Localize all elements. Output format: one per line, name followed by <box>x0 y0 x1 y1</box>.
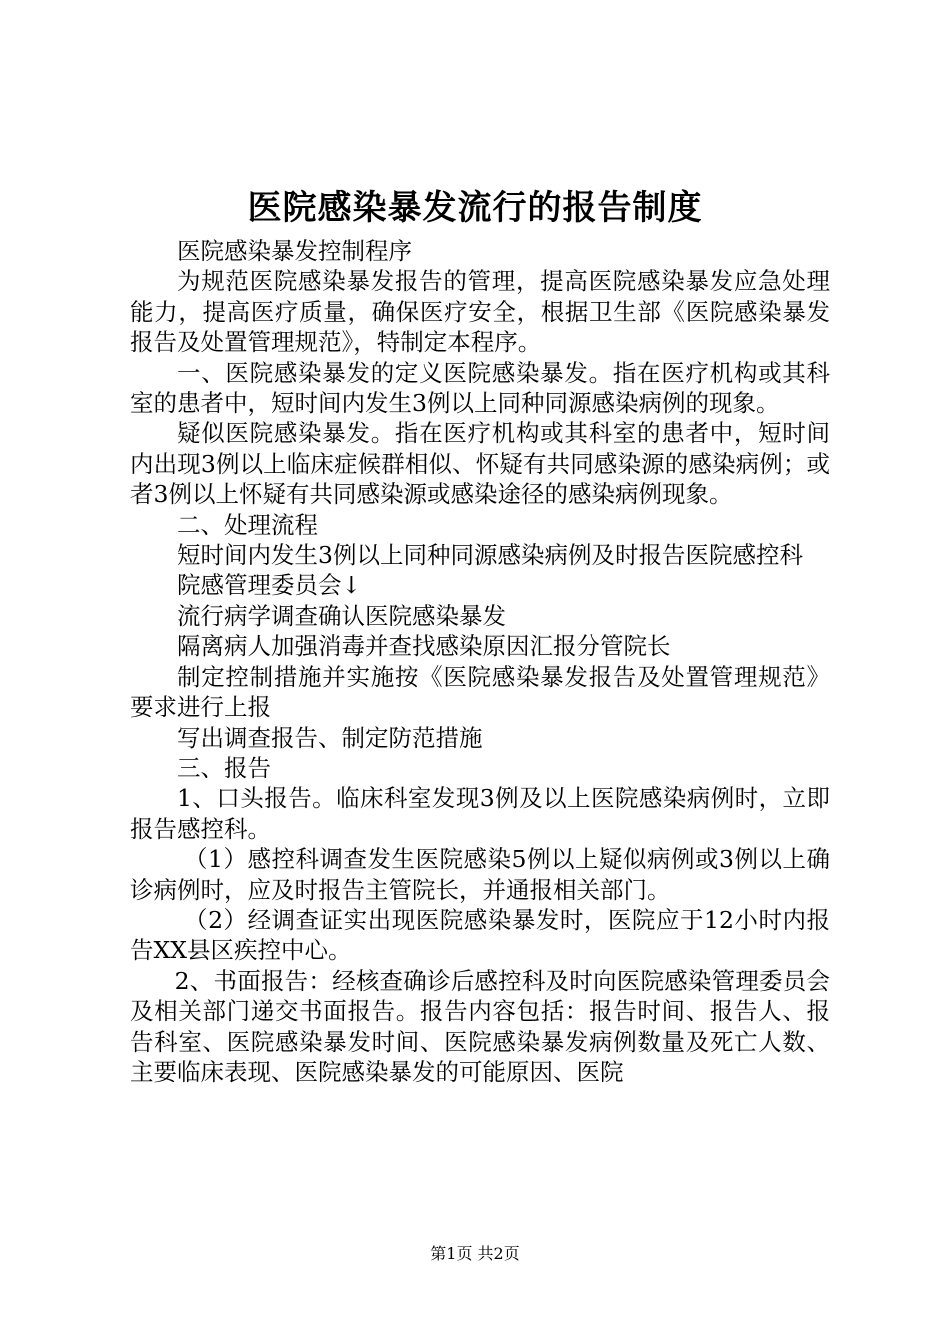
paragraph-process-step-4: 隔离病人加强消毒并查找感染原因汇报分管院长 <box>177 632 671 661</box>
paragraph-process-step-5: 制定控制措施并实施按《医院感染暴发报告及处置管理规范》要求进行上报 <box>130 662 830 722</box>
paragraph-process-step-6: 写出调查报告、制定防范措施 <box>177 723 483 752</box>
paragraph-section-process: 二、处理流程 <box>177 510 318 539</box>
paragraph-oral-report: 1、口头报告。临床科室发现3例及以上医院感染病例时，立即报告感控科。 <box>130 784 830 843</box>
paragraph-process-step-1: 短时间内发生3例以上同种同源感染病例及时报告医院感控科 <box>177 541 803 570</box>
paragraph-suspected-outbreak: 疑似医院感染暴发。指在医疗机构或其科室的患者中，短时间内出现3例以上临床症候群相似、怀疑有共同感染源的感染病例；或者3例以上怀疑有共同感染源或感染途径的感染病例现象。 <box>130 419 830 509</box>
paragraph-process-step-2: 院感管理委员会↓ <box>177 571 362 600</box>
paragraph-report-item-2: （2）经调查证实出现医院感染暴发时，医院应于12小时内报告XX县区疾控中心。 <box>130 905 830 965</box>
document-body <box>130 236 830 1087</box>
page-number-footer: 第1页 共2页 <box>430 1244 520 1263</box>
paragraph-written-report: 2、书面报告：经核查确诊后感控科及时向医院感染管理委员会及相关部门递交书面报告。报告内容包括：报告时间、报告人、报告科室、医院感染暴发时间、医院感染暴发病例数量及死亡人数、主要临床表现、医院感染暴发的可能原因、医院 <box>130 966 830 1086</box>
paragraph-process-step-3: 流行病学调查确认医院感染暴发 <box>177 601 506 630</box>
paragraph-section-report: 三、报告 <box>177 753 271 782</box>
paragraph-purpose: 为规范医院感染暴发报告的管理，提高医院感染暴发应急处理能力，提高医疗质量，确保医疗安全，根据卫生部《医院感染暴发报告及处置管理规范》，特制定本程序。 <box>130 267 830 357</box>
paragraph-definition: 一、医院感染暴发的定义医院感染暴发。指在医疗机构或其科室的患者中，短时间内发生3例以上同种同源感染病例的现象。 <box>130 358 830 418</box>
document-title: 医院感染暴发流行的报告制度 <box>247 188 703 228</box>
paragraph-control-procedure: 医院感染暴发控制程序 <box>177 237 412 265</box>
paragraph-report-item-1: （1）感控科调查发生医院感染5例以上疑似病例或3例以上确诊病例时，应及时报告主管院长，并通报相关部门。 <box>130 845 830 904</box>
